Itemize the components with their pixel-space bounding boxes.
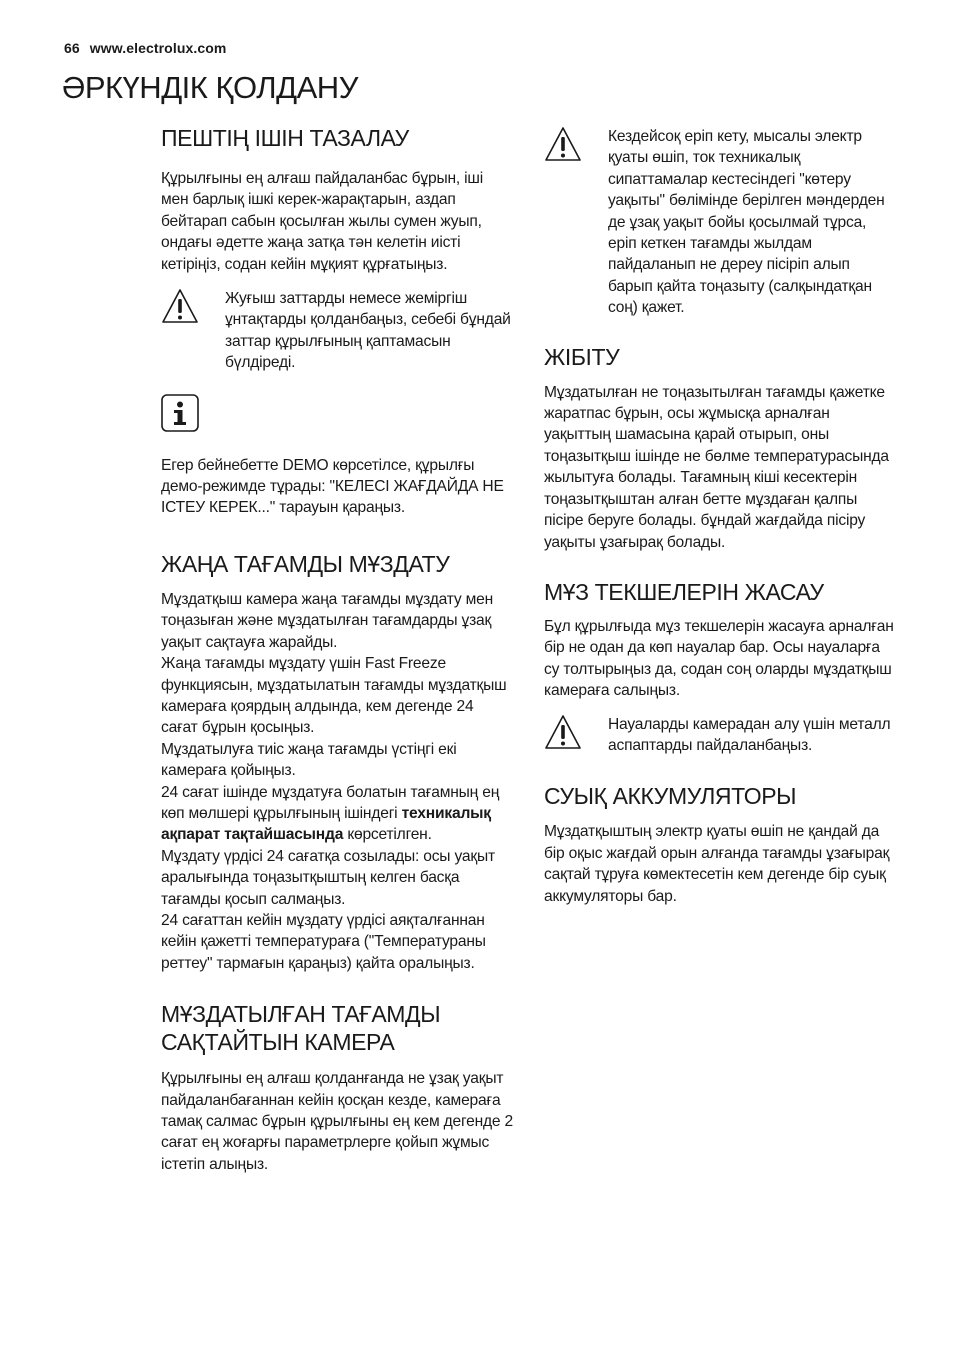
section-heading-thawing: ЖІБІТУ: [544, 343, 620, 370]
rating-plate-reference: техникалық ақпарат тақтайшасында: [161, 804, 491, 844]
warning-text: Жуғыш заттарды немесе жеміргіш ұнтақтарды қолданбаңыз, себебі бұндай заттар құрылғының қаптамасын бүлдіреді.: [225, 290, 511, 372]
freezing-paragraph: Жаңа тағамды мұздату үшін Fast Freeze функциясын, мұздатылатын тағамды мұздатқыш камераға қоярдың алдында, кем дегенде 24 сағат бұрын қосыңыз.: [161, 655, 507, 737]
storage-text: Құрылғыны ең алғаш қолданғанда не ұзақ уақыт пайдаланбағаннан кейін қосқан кезде, камераға тамақ салмас бұрын құрылғыны ең кем дегенде 2 сағат ең жоғарғы параметрлерге қойып жұмыс істетіп алыңыз.: [161, 1070, 513, 1173]
section-heading-ice: МҰЗ ТЕКШЕЛЕРІН ЖАСАУ: [544, 578, 824, 605]
website-url: www.electrolux.com: [89, 40, 227, 56]
thawing-text: Мұздатылған не тоңазытылған тағамды қажетке жаратпас бұрын, осы жұмысқа арналған уақыттың шамасына қарай отырып, оны тоңазытқыш ішінде не бөлме температурасында жылытуға болады. Тағамның кіші кесектерін тоңазытқыштан алған бетте мұздаған қалпы пісіре беруге болады. бұндай жағдайда пісіру уақыты ұзағырақ болады.: [544, 383, 889, 551]
info-icon: [161, 394, 513, 437]
freezing-paragraph-end: көрсетілген.: [347, 826, 432, 844]
page-number: 66: [64, 40, 80, 56]
freezing-text: [161, 589, 513, 974]
freezing-paragraph: Мұздату үрдісі 24 сағатқа созылады: осы уақыт аралығында тоңазытқыштың келген басқа тағамды қосып салмаңыз.: [161, 847, 495, 908]
accumulators-text: Мұздатқыштың электр қуаты өшіп не қандай да бір оқыс жағдай орын алғанда тағамды ұзағырақ сақтай тұруға көмектесетін кем дегенде бір суық аккумуляторы бар.: [544, 823, 890, 905]
ice-text: Бұл құрылғыда мұз текшелерін жасауға арналған бір не одан да көп науалар бар. Осы науаларға су толтырыңыз да, содан соң оларды мұздатқыш камераға салыңыз.: [544, 617, 894, 700]
freezing-paragraph: Мұздатылуға тиіс жаңа тағамды үстіңгі екі камераға қойыңыз.: [161, 740, 457, 780]
left-column: [161, 124, 513, 1175]
heading-line: САҚТАЙТЫН КАМЕРА: [161, 1029, 395, 1056]
section-heading-storage: [161, 1000, 513, 1056]
warning-text: Науаларды камерадан алу үшін металл аспаптарды пайдаланбаңыз.: [608, 715, 891, 754]
warning-triangle-icon: [544, 126, 608, 162]
page-header: [64, 40, 226, 56]
page-title: ӘРКҮНДІК ҚОЛДАНУ: [62, 70, 358, 105]
freezing-paragraph-start: 24 сағат ішінде мұздатуға болатын тағамның ең көп мөлшері құрылғының ішіндегі: [161, 783, 500, 822]
warning-triangle-icon: [544, 714, 608, 750]
cleaning-warning: [161, 288, 513, 374]
freezing-paragraph: [161, 782, 513, 846]
defrost-warning: [544, 126, 896, 319]
freezing-paragraph: Мұздатқыш камера жаңа тағамды мұздату мен тоңазыған және мұздатылған тағамдарды ұзақ уақыт сақтауға жарайды.: [161, 590, 494, 651]
warning-text: Кездейсоқ еріп кету, мысалы электр қуаты өшіп, ток техникалық сипаттамалар кестесіндегі "көтеру уақыты" бөлімінде берілген мәндерден де ұзақ уақыт бойы қосылмай тұрса, еріп кеткен тағамды жылдам пайдаланып не дереу пісіріп алып барып қайта тоңазыту (салқындатқан соң) қажет.: [608, 128, 885, 317]
section-heading-cleaning: ПЕШТІҢ ІШІН ТАЗАЛАУ: [161, 125, 409, 151]
section-heading-freezing: ЖАҢА ТАҒАМДЫ МҰЗДАТУ: [161, 550, 450, 577]
freezing-paragraph: 24 сағаттан кейін мұздату үрдісі аяқталғаннан кейін қажетті температураға ("Температураны реттеу" тармағын қараңыз) қайта оралыңыз.: [161, 911, 486, 972]
info-text: Егер бейнебетте DEMO көрсетілсе, құрылғы демо-режимде тұрады: "КЕЛЕСІ ЖАҒДАЙДА НЕ ІСТЕУ КЕРЕК..." тарауын қараңыз.: [161, 456, 504, 517]
warning-triangle-icon: [161, 288, 225, 324]
heading-line: МҰЗДАТЫЛҒАН ТАҒАМДЫ: [161, 1001, 441, 1028]
cleaning-text: Құрылғыны ең алғаш пайдаланбас бұрын, іші мен барлық ішкі керек-жарақтарын, аздап бейтарап сабын қосылған жылы сумен жуып, ондағы әдетте жаңа затқа тән келетін иісті кетіріңіз, содан кейін мұқият құрғатыңыз.: [161, 170, 483, 273]
ice-warning: [544, 714, 896, 757]
right-column: [544, 124, 896, 907]
section-heading-accumulators: СУЫҚ АККУМУЛЯТОРЫ: [544, 783, 797, 810]
